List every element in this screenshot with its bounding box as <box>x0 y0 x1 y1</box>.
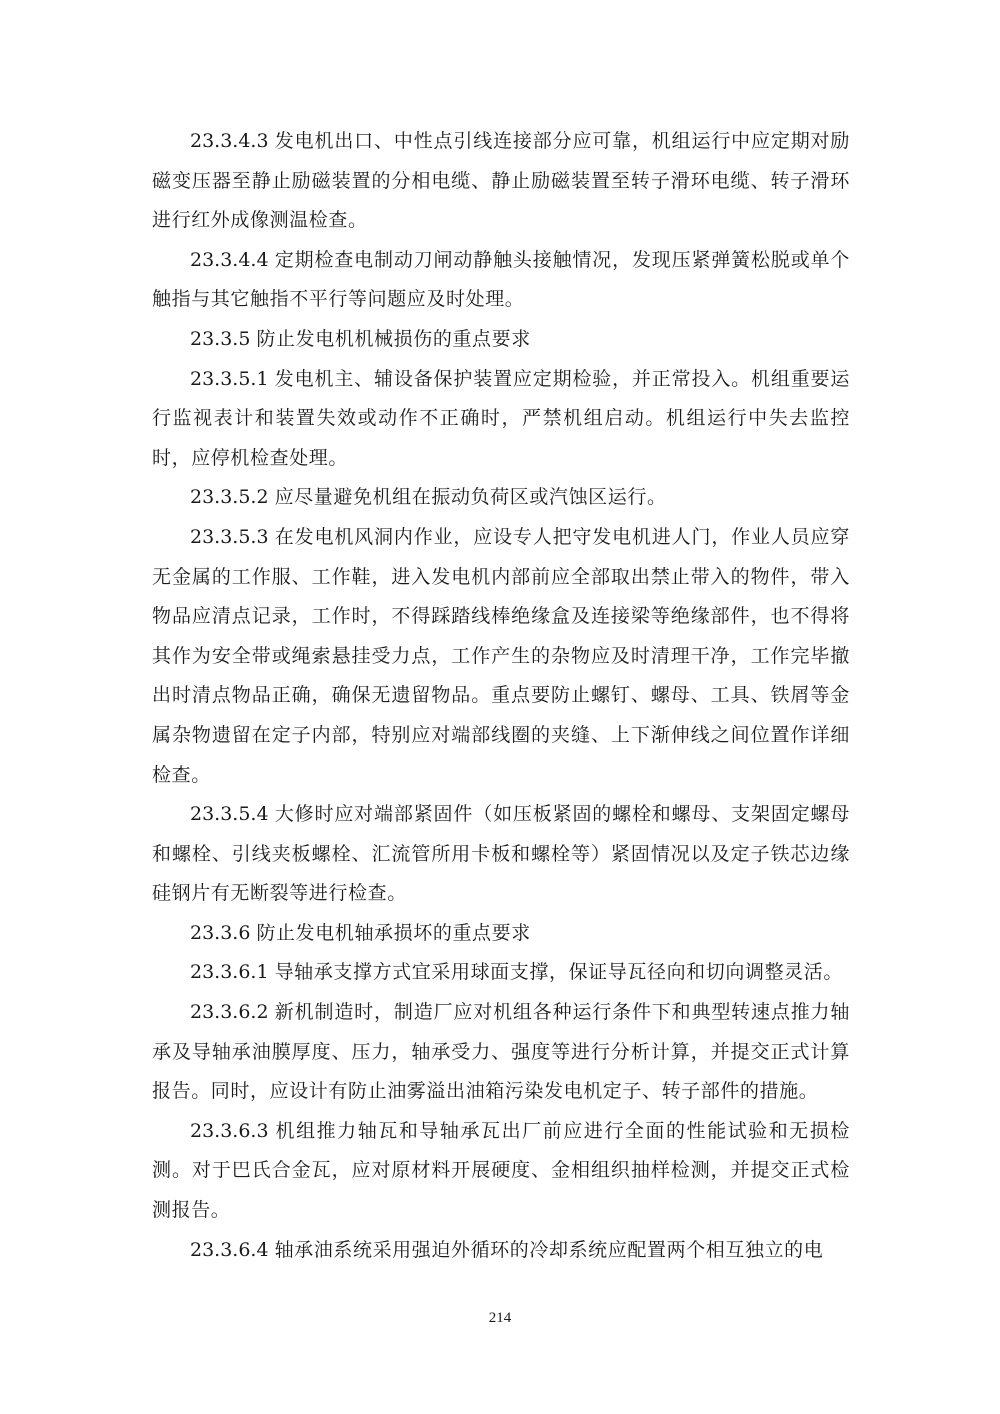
section-number: 23.3.5 <box>190 327 251 350</box>
section-heading-23-3-6 <box>152 914 850 954</box>
paragraph-23-3-4-4 <box>152 241 850 320</box>
clause-text: 发电机主、辅设备保护装置应定期检验，并正常投入。机组重要运行监视表计和装置失效或动作不正确时，严禁机组启动。机组运行中失去监控时，应停机检查处理。 <box>152 367 850 469</box>
clause-text: 导轴承支撑方式宜采用球面支撑，保证导瓦径向和切向调整灵活。 <box>274 961 843 984</box>
clause-text: 定期检查电制动刀闸动静触头接触情况，发现压紧弹簧松脱或单个触指与其它触指不平行等问题应及时处理。 <box>152 248 850 311</box>
clause-number: 23.3.6.4 <box>190 1238 269 1261</box>
paragraph-23-3-5-1 <box>152 360 850 479</box>
body-text <box>152 122 850 1270</box>
clause-number: 23.3.6.1 <box>190 961 269 984</box>
paragraph-23-3-5-3 <box>152 518 850 795</box>
clause-number: 23.3.6.2 <box>190 1001 269 1024</box>
clause-number: 23.3.4.3 <box>190 130 269 152</box>
clause-text: 发电机出口、中性点引线连接部分应可靠，机组运行中应定期对励磁变压器至静止励磁装置的分相电缆、静止励磁装置至转子滑环电缆、转子滑环进行红外成像测温检查。 <box>152 130 850 232</box>
clause-number: 23.3.5.1 <box>190 367 269 390</box>
clause-text: 轴承油系统采用强迫外循环的冷却系统应配置两个相互独立的电 <box>274 1238 824 1261</box>
clause-text: 大修时应对端部紧固件（如压板紧固的螺栓和螺母、支架固定螺母和螺栓、引线夹板螺栓、汇流管所用卡板和螺栓等）紧固情况以及定子铁芯边缘硅钢片有无断裂等进行检查。 <box>152 803 850 905</box>
paragraph-23-3-6-3 <box>152 1112 850 1231</box>
paragraph-23-3-6-2 <box>152 993 850 1112</box>
clause-text: 应尽量避免机组在振动负荷区或汽蚀区运行。 <box>274 486 667 509</box>
clause-text: 在发电机风洞内作业，应设专人把守发电机进人门，作业人员应穿无金属的工作服、工作鞋，进入发电机内部前应全部取出禁止带入的物件，带入物品应清点记录，工作时，不得踩踏线棒绝缘盒及连接梁等绝缘部件，也不得将其作为安全带或绳索悬挂受力点，工作产生的杂物应及时清理干净，工作完毕撤出时清点物品正确，确保无遗留物品。重点要防止螺钉、螺母、工具、铁屑等金属杂物遗留在定子内部，特别应对端部线圈的夹缝、上下渐伸线之间位置作详细检查。 <box>152 525 850 786</box>
section-title: 防止发电机轴承损坏的重点要求 <box>256 921 531 944</box>
clause-text: 新机制造时，制造厂应对机组各种运行条件下和典型转速点推力轴承及导轴承油膜厚度、压力，轴承受力、强度等进行分析计算，并提交正式计算报告。同时，应设计有防止油雾溢出油箱污染发电机定子、转子部件的措施。 <box>152 1001 850 1103</box>
clause-text: 机组推力轴瓦和导轴承瓦出厂前应进行全面的性能试验和无损检测。对于巴氏合金瓦，应对原材料开展硬度、金相组织抽样检测，并提交正式检测报告。 <box>152 1119 850 1222</box>
clause-number: 23.3.6.3 <box>190 1119 269 1142</box>
paragraph-23-3-5-4 <box>152 795 850 914</box>
section-title: 防止发电机机械损伤的重点要求 <box>256 327 531 350</box>
section-heading-23-3-5 <box>152 320 850 360</box>
clause-number: 23.3.5.2 <box>190 486 269 509</box>
page-number: 214 <box>488 1310 512 1326</box>
paragraph-23-3-5-2 <box>152 478 850 518</box>
clause-number: 23.3.4.4 <box>190 248 269 271</box>
clause-number: 23.3.5.4 <box>190 803 269 826</box>
clause-number: 23.3.5.3 <box>190 525 269 548</box>
section-number: 23.3.6 <box>190 921 251 944</box>
paragraph-23-3-6-1 <box>152 953 850 993</box>
paragraph-23-3-4-3 <box>152 122 850 241</box>
paragraph-23-3-6-4 <box>152 1231 850 1271</box>
